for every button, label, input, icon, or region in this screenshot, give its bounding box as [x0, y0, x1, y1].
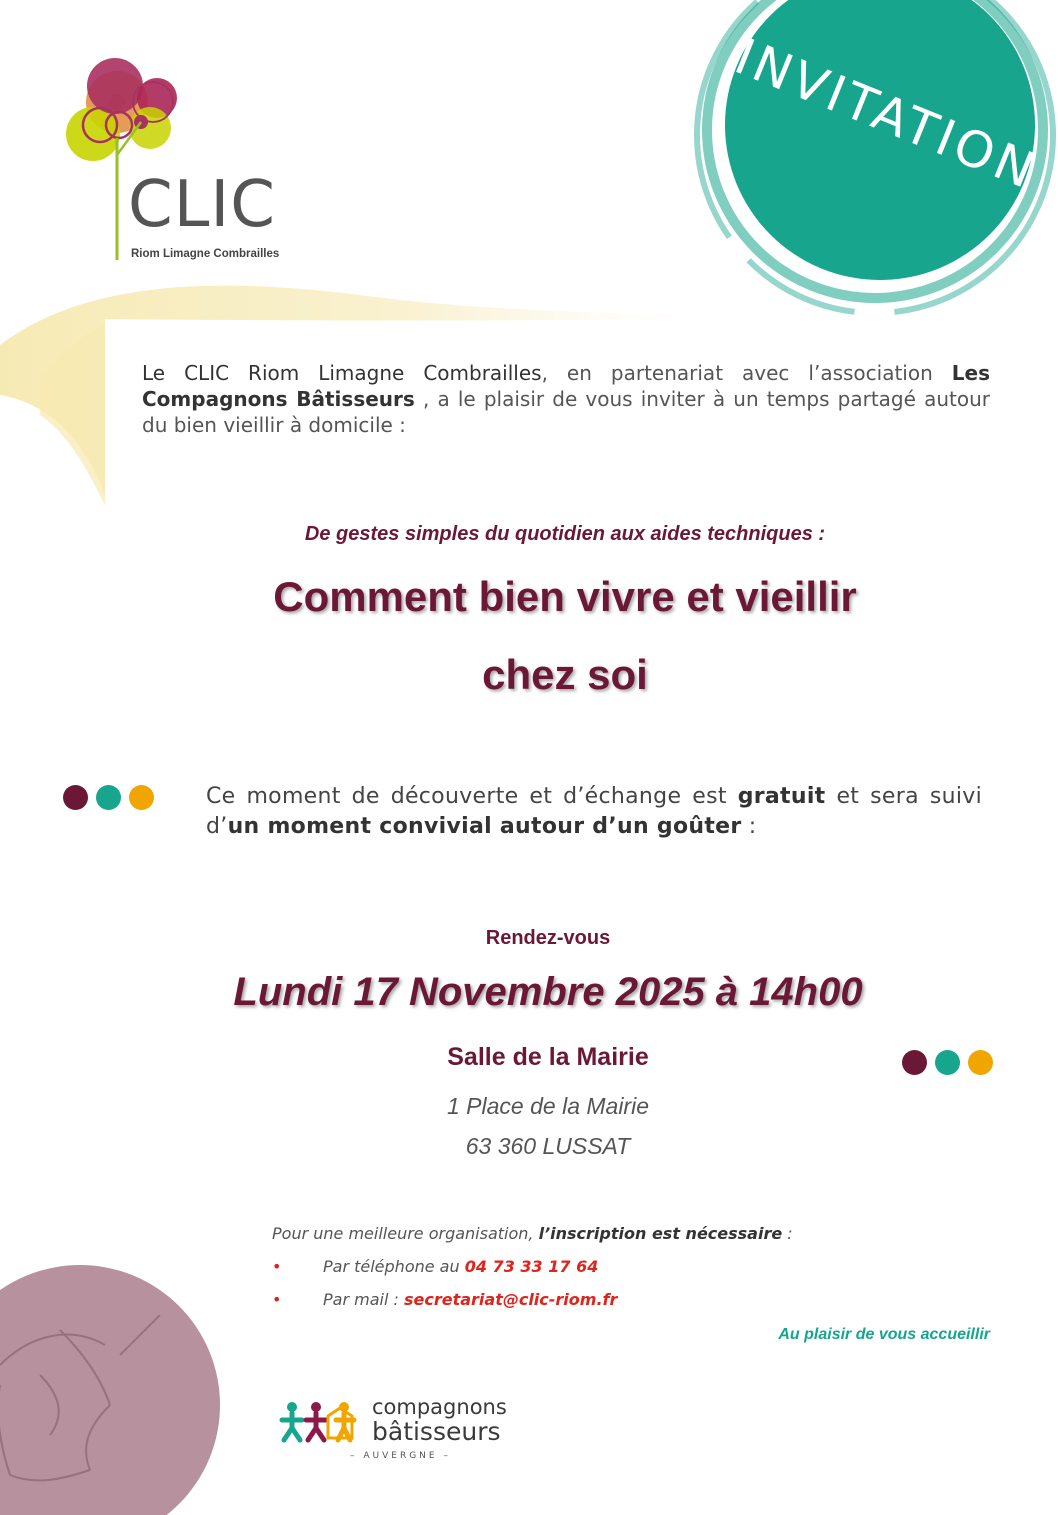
- partner-logo-line2: bâtisseurs: [372, 1417, 501, 1446]
- partner-logo-line1: compagnons: [372, 1395, 507, 1419]
- contact-mail-item: [272, 1290, 617, 1309]
- decorative-dots: [63, 785, 154, 810]
- closing-message: Au plaisir de vous accueillir: [778, 1326, 990, 1343]
- bullet: •: [272, 1290, 282, 1309]
- event-date: Lundi 17 Novembre 2025 à 14h00: [233, 970, 863, 1014]
- intro-organizer: Le CLIC Riom Limagne Combrailles: [142, 361, 542, 385]
- free-highlight: gratuit: [737, 784, 826, 809]
- teal-dot: [935, 1050, 960, 1075]
- venue-address-line1: 1 Place de la Mairie: [447, 1093, 649, 1119]
- event-subtitle: De gestes simples du quotidien aux aides techniques :: [304, 523, 826, 545]
- invitation-label: INVITATION: [727, 27, 1046, 202]
- snack-highlight: un moment convivial autour d’un goûter: [227, 814, 742, 839]
- burgundy-dot: [902, 1050, 927, 1075]
- registration-note-suffix: :: [782, 1224, 793, 1243]
- intro-text-1: , en partenariat avec l’association: [541, 361, 952, 385]
- bullet: •: [272, 1257, 282, 1276]
- orange-dot: [968, 1050, 993, 1075]
- mail-label: Par mail :: [323, 1290, 404, 1309]
- registration-note: [272, 1224, 793, 1243]
- partner-logo-line3: – AUVERGNE –: [350, 1451, 451, 1461]
- intro-paragraph: [142, 360, 990, 438]
- venue-address-line2: 63 360 LUSSAT: [465, 1133, 631, 1159]
- phone-label: Par téléphone au: [323, 1257, 465, 1276]
- intro-text-2: , a le plaisir de vous inviter à un temps partagé autour du bien vieillir à domicile :: [142, 387, 990, 437]
- event-title-line2: chez soi: [482, 651, 648, 698]
- decorative-dots-2: [902, 1050, 993, 1075]
- phone-number[interactable]: 04 73 33 17 64: [464, 1257, 599, 1276]
- registration-required: l’inscription est nécessaire: [538, 1224, 783, 1243]
- hands-circle-illustration: [0, 1255, 220, 1515]
- intro-partner: Les Compagnons Bâtisseurs: [142, 361, 990, 411]
- event-title-line1: Comment bien vivre et vieillir: [273, 573, 857, 620]
- orange-dot: [129, 785, 154, 810]
- free-text-1: Ce moment de découverte et d’échange est: [206, 784, 738, 809]
- email-link[interactable]: secretariat@clic-riom.fr: [403, 1290, 618, 1309]
- invitation-stamp: [670, 0, 1058, 350]
- free-event-paragraph: [206, 782, 982, 842]
- teal-dot: [96, 785, 121, 810]
- registration-note-prefix: Pour une meilleure organisation,: [272, 1224, 539, 1243]
- free-text-2: et sera suivi d’: [206, 784, 983, 839]
- clic-logo-subtitle: Riom Limagne Combrailles: [131, 248, 280, 260]
- burgundy-dot: [63, 785, 88, 810]
- event-venue: Salle de la Mairie: [447, 1043, 649, 1071]
- contact-phone-item: [272, 1257, 598, 1276]
- free-text-3: :: [741, 814, 757, 839]
- clic-logo-name: CLIC: [128, 168, 276, 242]
- rendezvous-label: Rendez-vous: [485, 927, 611, 949]
